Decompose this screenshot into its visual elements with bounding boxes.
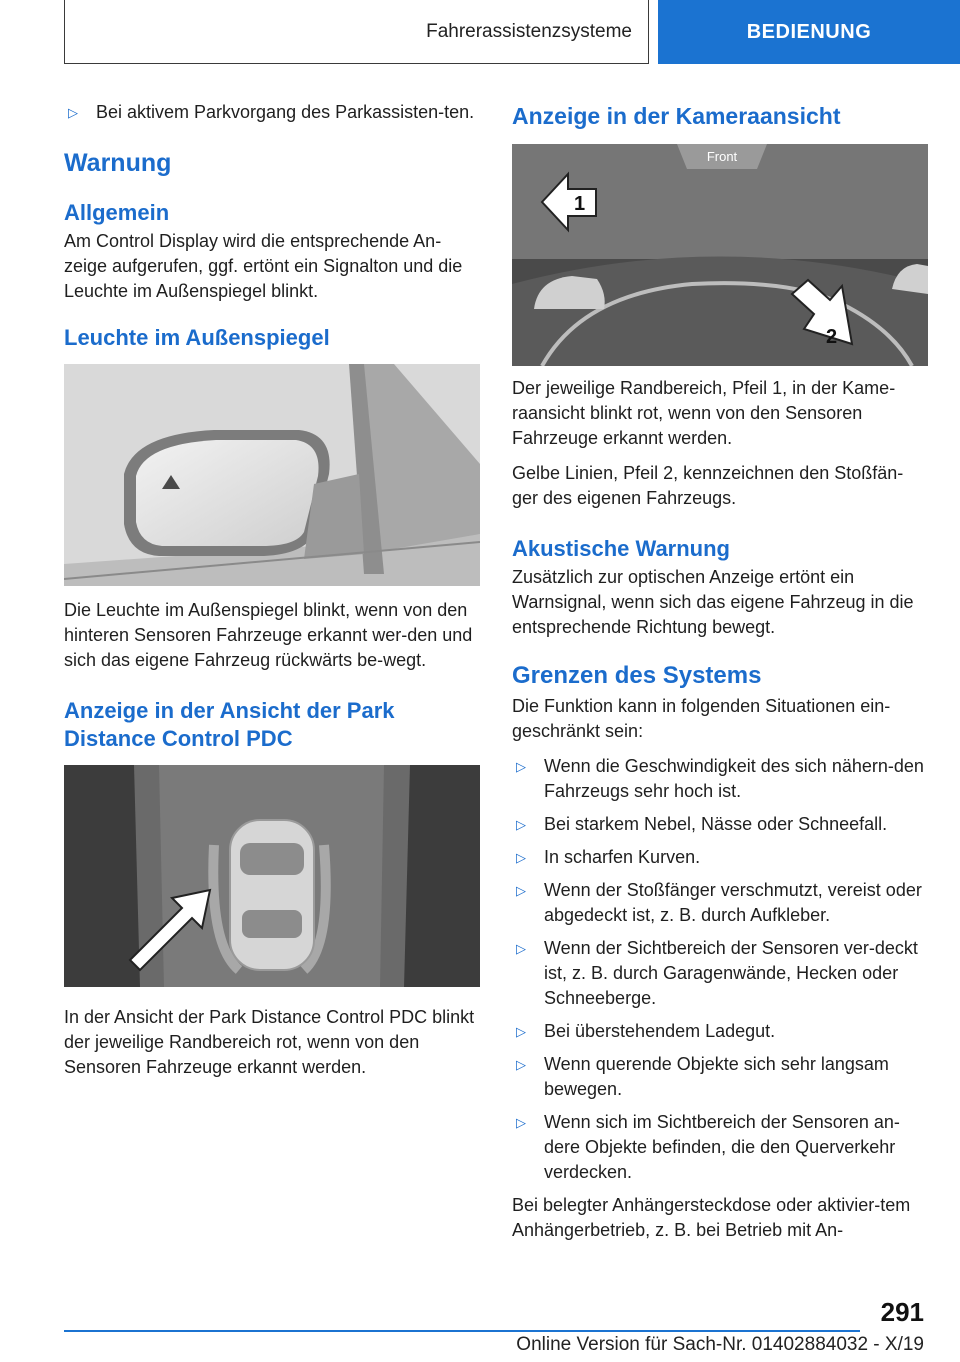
left-column	[64, 100, 480, 1090]
header-chapter	[658, 0, 960, 64]
section-title-akustisch: Akustische Warnung	[512, 536, 730, 561]
pdc-view-figure	[64, 765, 480, 987]
bullet-marker-icon: ▷	[516, 759, 526, 774]
paragraph-leuchte: Die Leuchte im Außenspiegel blinkt, wenn von den hinteren Sensoren Fahrzeuge erkannt wer-den und sich das eigene Fahrzeug rückwärts be-wegt.	[64, 600, 473, 670]
section-title-pdc: Anzeige in der Ansicht der Park Distance Control PDC	[64, 698, 395, 751]
list-item	[512, 1052, 928, 1102]
list-item	[512, 845, 928, 870]
list-item-text: Wenn der Stoßfänger verschmutzt, vereist oder abgedeckt ist, z. B. durch Aufkleber.	[544, 880, 922, 925]
bullet-marker-icon: ▷	[516, 1057, 526, 1072]
list-item	[64, 100, 480, 125]
list-item-text: Bei überstehendem Ladegut.	[544, 1021, 776, 1041]
header-chapter-label: BEDIENUNG	[746, 20, 872, 43]
mirror-light-figure	[64, 364, 480, 586]
list-item-text: Bei starkem Nebel, Nässe oder Schneefall.	[544, 814, 888, 834]
section-title-warnung: Warnung	[64, 149, 172, 177]
bullet-marker-icon: ▷	[68, 105, 78, 120]
right-column	[512, 100, 928, 1253]
section-title-grenzen: Grenzen des Systems	[512, 662, 762, 689]
list-item-text: Wenn die Geschwindigkeit des sich nähern-den Fahrzeugs sehr hoch ist.	[544, 756, 924, 801]
paragraph-kamera-1: Der jeweilige Randbereich, Pfeil 1, in der Kame-raansicht blinkt rot, wenn von den Sensoren Fahrzeuge erkannt werden.	[512, 378, 896, 448]
online-version-note: Online Version für Sach-Nr. 01402884032 - X/19	[516, 1334, 924, 1355]
list-item-text: Wenn der Sichtbereich der Sensoren ver-deckt ist, z. B. durch Garagenwände, Hecken oder Schneeberge.	[544, 938, 918, 1008]
header-section	[64, 0, 649, 64]
camera-view-figure	[512, 144, 928, 366]
list-item	[512, 1110, 928, 1185]
section-title-kamera: Anzeige in der Kameraansicht	[512, 103, 841, 129]
bullet-marker-icon: ▷	[516, 883, 526, 898]
list-item-text: Wenn sich im Sichtbereich der Sensoren an-dere Objekte befinden, die den Querverkehr verdecken.	[544, 1112, 900, 1182]
paragraph-akustisch: Zusätzlich zur optischen Anzeige ertönt ein Warnsignal, wenn sich das eigene Fahrzeug in die entsprechende Richtung bewegt.	[512, 567, 914, 637]
list-item-text: Wenn querende Objekte sich sehr langsam bewegen.	[544, 1054, 889, 1099]
list-item-text: In scharfen Kurven.	[544, 847, 701, 867]
camera-front-label: Front	[706, 149, 738, 164]
limits-list	[512, 754, 928, 1185]
list-item-text: Bei aktivem Parkvorgang des Parkassisten-ten.	[96, 102, 475, 122]
paragraph-kamera-2: Gelbe Linien, Pfeil 2, kennzeichnen den Stoßfän-ger des eigenen Fahrzeugs.	[512, 463, 904, 508]
camera-arrow1-label: 1	[574, 193, 586, 215]
bullet-marker-icon: ▷	[516, 817, 526, 832]
list-item	[512, 1019, 928, 1044]
list-item	[512, 812, 928, 837]
footer-divider	[64, 1330, 860, 1332]
bullet-marker-icon: ▷	[516, 850, 526, 865]
list-item	[512, 754, 928, 804]
list-item	[512, 936, 928, 1011]
bullet-marker-icon: ▷	[516, 1024, 526, 1039]
page-number: 291	[880, 1297, 924, 1327]
section-title-leuchte: Leuchte im Außenspiegel	[64, 325, 330, 350]
header-section-label: Fahrerassistenzsysteme	[426, 20, 632, 42]
paragraph-pdc: In der Ansicht der Park Distance Control PDC blinkt der jeweilige Randbereich rot, wenn von den Sensoren Fahrzeuge erkannt werden.	[64, 1007, 475, 1077]
bullet-marker-icon: ▷	[516, 941, 526, 956]
bullet-marker-icon: ▷	[516, 1115, 526, 1130]
paragraph-closing: Bei belegter Anhängersteckdose oder aktivier-tem Anhängerbetrieb, z. B. bei Betrieb mit An-	[512, 1195, 911, 1240]
paragraph-allgemein: Am Control Display wird die entsprechende An-zeige aufgerufen, ggf. ertönt ein Signalton und die Leuchte im Außenspiegel blinkt.	[64, 231, 463, 301]
paragraph-grenzen-intro: Die Funktion kann in folgenden Situationen ein-geschränkt sein:	[512, 696, 891, 741]
camera-arrow2-label: 2	[826, 326, 838, 348]
section-title-allgemein: Allgemein	[64, 200, 170, 225]
list-item	[512, 878, 928, 928]
